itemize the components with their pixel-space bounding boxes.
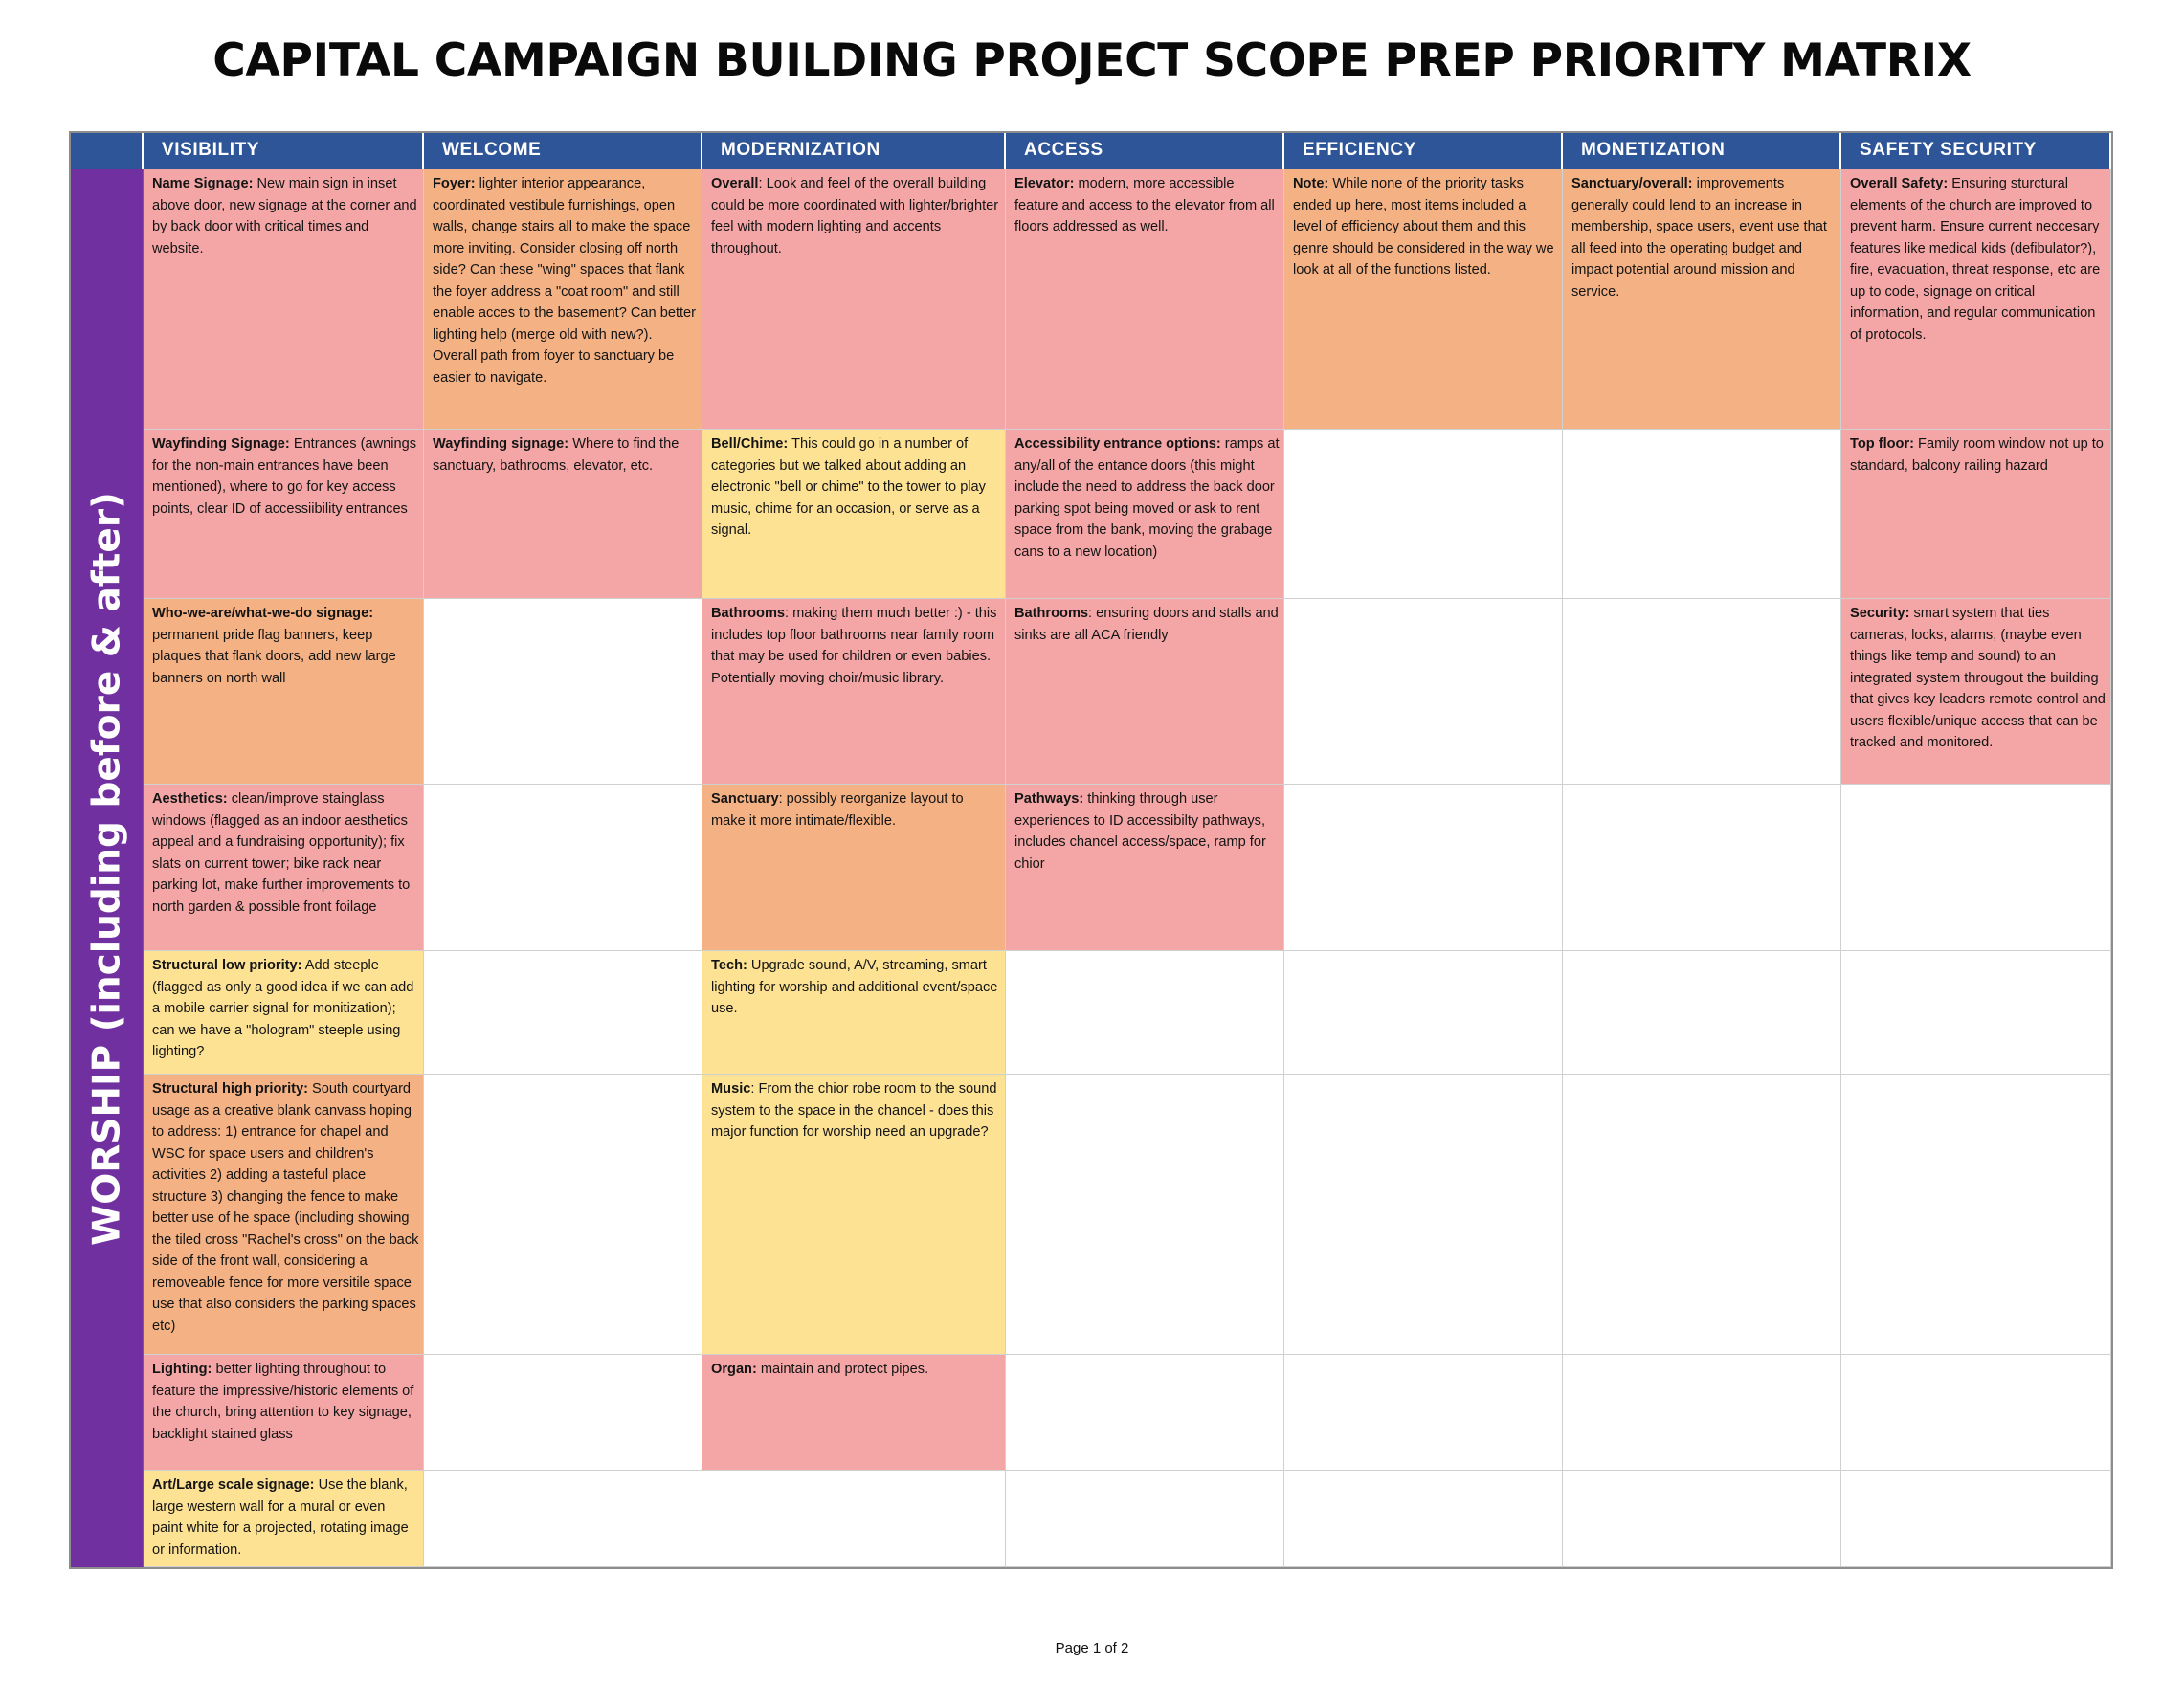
matrix-cell [1841,1355,2111,1471]
cell-heading: Structural low priority: [152,958,302,973]
cell-text: : ensuring doors and stalls and sinks are all ACA friendly [1014,606,1279,643]
cell-text: : Look and feel of the overall building could be more coordinated with lighter/brighter feel with modern lighting and accents throughout. [711,176,999,256]
cell-heading: Elevator: [1014,176,1075,191]
matrix-cell [1563,1471,1841,1567]
cell-heading: Foyer: [433,176,476,191]
matrix-cell [144,599,424,785]
matrix-cell [1284,599,1563,785]
matrix-cell [1006,1075,1284,1355]
matrix-cell [144,785,424,951]
header-corner [71,133,144,169]
matrix-cell [702,785,1006,951]
cell-heading: Tech: [711,958,747,973]
cell-text: ramps at any/all of the entance doors (this might include the need to address the back door parking spot being moved or ask to rent space from the bank, moving the grabage cans to a new location) [1014,436,1280,560]
page-footer: Page 1 of 2 [1055,1640,1129,1656]
cell-heading: Structural high priority: [152,1081,308,1097]
cell-heading: Music [711,1081,751,1097]
cell-heading: Art/Large scale signage: [152,1477,315,1493]
matrix-cell [424,1471,702,1567]
column-header-safety-security: SAFETY SECURITY [1841,133,2111,169]
cell-text: maintain and protect pipes. [756,1362,929,1377]
matrix-cell [1284,785,1563,951]
matrix-cell [1284,1075,1563,1355]
matrix-cell [1006,951,1284,1075]
matrix-cell [1563,599,1841,785]
matrix-cell [424,951,702,1075]
row-label-text: WORSHIP (including before & after) [85,491,128,1246]
cell-text: : possibly reorganize layout to make it more intimate/flexible. [711,791,964,829]
matrix-cell [1284,169,1563,430]
matrix-cell [424,430,702,599]
cell-heading: Security: [1850,606,1910,621]
cell-text: New main sign in inset above door, new signage at the corner and by back door with critical times and website. [152,176,417,256]
matrix-cell [702,1355,1006,1471]
cell-text: : From the chior robe room to the sound system to the space in the chancel - does this major function for worship need an upgrade? [711,1081,997,1140]
cell-heading: Name Signage: [152,176,254,191]
matrix-cell [1284,1355,1563,1471]
column-header-visibility: VISIBILITY [144,133,424,169]
matrix-cell [1841,785,2111,951]
row-label-worship [71,169,144,1567]
matrix-cell [1563,951,1841,1075]
matrix-cell [702,169,1006,430]
cell-text: Family room window not up to standard, balcony railing hazard [1850,436,2104,474]
column-header-monetization: MONETIZATION [1563,133,1841,169]
matrix-cell [1006,1471,1284,1567]
cell-heading: Bathrooms [1014,606,1089,621]
column-header-welcome: WELCOME [424,133,702,169]
column-header-modernization: MODERNIZATION [702,133,1006,169]
matrix-cell [1006,169,1284,430]
matrix-cell [1006,430,1284,599]
matrix-cell [424,169,702,430]
matrix-cell [1284,1471,1563,1567]
cell-text: thinking through user experiences to ID accessibilty pathways, includes chancel access/space, ramp for chior [1014,791,1266,872]
cell-heading: Wayfinding signage: [433,436,569,452]
matrix-cell [424,599,702,785]
cell-text: better lighting throughout to feature the impressive/historic elements of the church, bring attention to key signage, backlight stained glass [152,1362,414,1442]
matrix-cell [1841,1471,2111,1567]
matrix-cell [1563,1355,1841,1471]
column-header-access: ACCESS [1006,133,1284,169]
matrix-cell [702,1471,1006,1567]
matrix-cell [1841,430,2111,599]
cell-heading: Aesthetics: [152,791,228,807]
matrix-cell [144,1355,424,1471]
cell-heading: Sanctuary [711,791,779,807]
cell-heading: Overall Safety: [1850,176,1949,191]
matrix-cell [1563,169,1841,430]
cell-heading: Note: [1293,176,1329,191]
cell-text: smart system that ties cameras, locks, alarms, (maybe even things like temp and sound) to an integrated system througout the building that gives key leaders remote control and users flexible/unique access that can be tracked and monitored. [1850,606,2106,750]
cell-text: Where to find the sanctuary, bathrooms, elevator, etc. [433,436,680,474]
page-title: CAPITAL CAMPAIGN BUILDING PROJECT SCOPE PREP PRIORITY MATRIX [212,34,1972,87]
cell-text: : making them much better :) - this includes top floor bathrooms near family room that may be used for children or even babies. Potentially moving choir/music library. [711,606,997,686]
matrix-cell [702,1075,1006,1355]
matrix-cell [1841,1075,2111,1355]
cell-text: South courtyard usage as a creative blank canvass hoping to address: 1) entrance for chapel and WSC for space users and children's activities 2) adding a tasteful place structure 3) changing the fence to make better use of he space (including showing the tiled cross "Rachel's cross" on the back side of the front wall, considering a removeable fence for more versitile space use that also considers the parking spaces etc) [152,1081,419,1334]
cell-heading: Accessibility entrance options: [1014,436,1221,452]
matrix-cell [1284,951,1563,1075]
column-header-efficiency: EFFICIENCY [1284,133,1563,169]
cell-heading: Who-we-are/what-we-do signage: [152,606,374,621]
priority-matrix [69,131,2113,1569]
cell-text: improvements generally could lend to an increase in membership, space users, event use that all feed into the operating budget and impact potential around mission and service. [1571,176,1827,299]
matrix-cell [144,430,424,599]
matrix-cell [1006,1355,1284,1471]
cell-text: modern, more accessible feature and access to the elevator from all floors addressed as well. [1014,176,1275,234]
matrix-cell [702,599,1006,785]
matrix-cell [144,169,424,430]
cell-heading: Top floor: [1850,436,1914,452]
cell-text: Add steeple (flagged as only a good idea if we can add a mobile carrier signal for monitization); can we have a "hologram" steeple using lighting? [152,958,414,1059]
cell-heading: Bell/Chime: [711,436,789,452]
cell-text: While none of the priority tasks ended up here, most items included a level of efficiency about them and this genre should be considered in the way we look at all of the functions listed. [1293,176,1554,277]
matrix-cell [1841,599,2111,785]
matrix-cell [144,951,424,1075]
matrix-cell [702,951,1006,1075]
cell-text: Use the blank, large western wall for a mural or even paint white for a projected, rotating image or information. [152,1477,409,1558]
matrix-cell [1006,599,1284,785]
matrix-cell [1841,169,2111,430]
matrix-cell [1284,430,1563,599]
matrix-cell [424,1075,702,1355]
cell-text: Upgrade sound, A/V, streaming, smart lighting for worship and additional event/space use. [711,958,998,1016]
matrix-cell [1563,430,1841,599]
cell-text: lighter interior appearance, coordinated vestibule furnishings, open walls, change stairs all to make the space more inviting. Consider closing off north side? Can these "wing" spaces that flank the foyer address a "coat room" and still enable acces to the basement? Can better lighting help (merge old with new?). Overall path from foyer to sanctuary be easier to navigate. [433,176,697,386]
matrix-cell [1563,785,1841,951]
cell-heading: Wayfinding Signage: [152,436,290,452]
matrix-cell [1006,785,1284,951]
cell-heading: Sanctuary/overall: [1571,176,1693,191]
cell-text: clean/improve stainglass windows (flagged as an indoor aesthetics appeal and a fundraising opportunity); fix slats on current tower; bike rack near parking lot, make further improvements to north garden & possible front foilage [152,791,411,915]
matrix-cell [702,430,1006,599]
matrix-cell [424,1355,702,1471]
cell-heading: Overall [711,176,759,191]
cell-heading: Lighting: [152,1362,212,1377]
matrix-cell [1841,951,2111,1075]
cell-text: Ensuring sturctural elements of the church are improved to prevent harm. Ensure current neccesary features like medical kids (defibulator?), fire, evacuation, threat response, etc are up to code, signage on critical information, and regular communication of protocols. [1850,176,2101,343]
matrix-cell [144,1075,424,1355]
cell-text: Entrances (awnings for the non-main entrances have been mentioned), where to go for key access points, clear ID of accessiibility entrances [152,436,417,517]
matrix-cell [144,1471,424,1567]
matrix-cell [1563,1075,1841,1355]
cell-heading: Bathrooms [711,606,786,621]
cell-text: This could go in a number of categories but we talked about adding an electronic "bell or chime" to the tower to play music, chime for an occasion, or serve as a signal. [711,436,986,538]
cell-heading: Organ: [711,1362,757,1377]
cell-heading: Pathways: [1014,791,1084,807]
cell-text: permanent pride flag banners, keep plaques that flank doors, add new large banners on north wall [152,627,396,686]
matrix-cell [424,785,702,951]
